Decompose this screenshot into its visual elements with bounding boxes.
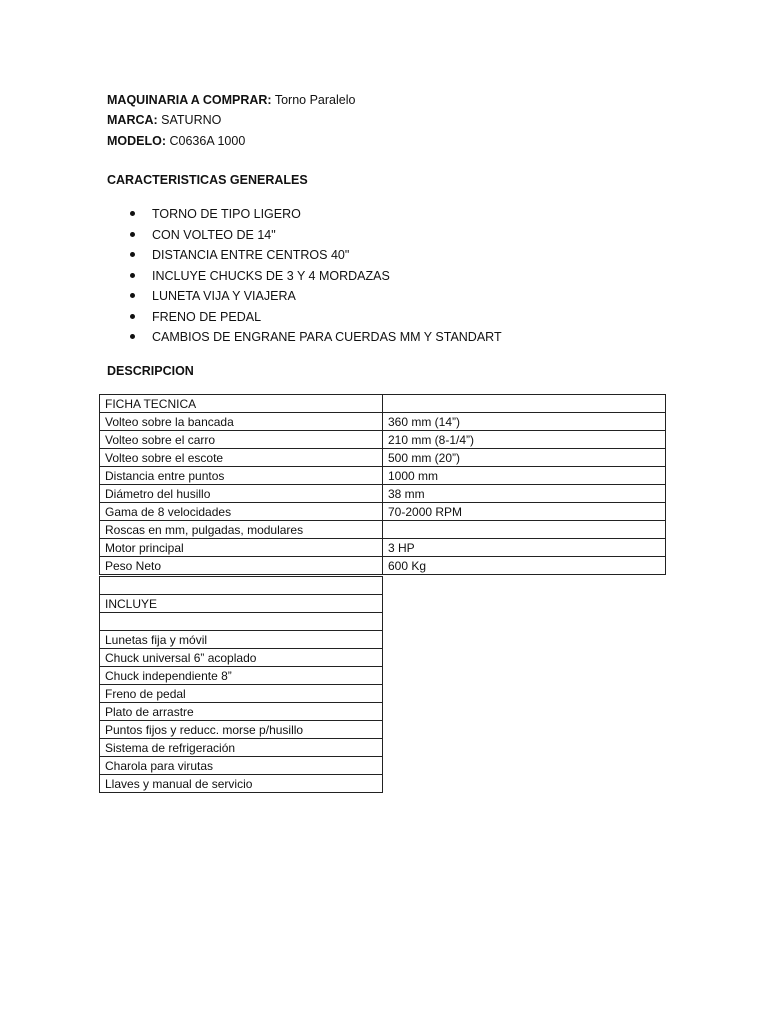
spec-label: Peso Neto — [100, 557, 383, 575]
maquinaria-line — [107, 92, 355, 108]
table-row — [100, 631, 383, 649]
spec-value: 70-2000 RPM — [383, 503, 666, 521]
table-row — [100, 721, 383, 739]
modelo-value: C0636A 1000 — [166, 134, 246, 148]
ficha-tecnica-header-value — [383, 395, 666, 413]
incluye-item: Chuck universal 6” acoplado — [100, 649, 383, 667]
table-row-empty — [100, 577, 383, 595]
spec-label: Distancia entre puntos — [100, 467, 383, 485]
bullet-text: FRENO DE PEDAL — [152, 309, 262, 324]
table-row — [100, 557, 666, 575]
bullet-icon — [130, 232, 135, 237]
table-row — [100, 775, 383, 793]
incluye-item: Llaves y manual de servicio — [100, 775, 383, 793]
spec-label: Volteo sobre la bancada — [100, 413, 383, 431]
table-row — [100, 649, 383, 667]
spec-label: Motor principal — [100, 539, 383, 557]
table-row — [100, 521, 666, 539]
table-row — [100, 539, 666, 557]
bullet-icon — [130, 273, 135, 278]
table-row — [100, 413, 666, 431]
table-row — [100, 703, 383, 721]
table-row — [100, 739, 383, 757]
bullet-text: INCLUYE CHUCKS DE 3 Y 4 MORDAZAS — [152, 268, 390, 283]
bullet-icon — [130, 334, 135, 339]
empty-cell — [100, 577, 383, 595]
incluye-item: Freno de pedal — [100, 685, 383, 703]
maquinaria-label: MAQUINARIA A COMPRAR: — [107, 93, 272, 107]
marca-label: MARCA: — [107, 113, 158, 127]
maquinaria-value: Torno Paralelo — [271, 93, 356, 107]
bullet-text: CON VOLTEO DE 14" — [152, 227, 276, 242]
ficha-tecnica-table — [99, 394, 666, 575]
table-row — [100, 667, 383, 685]
bullet-icon — [130, 293, 135, 298]
table-header-row — [100, 395, 666, 413]
bullet-text: DISTANCIA ENTRE CENTROS 40" — [152, 248, 350, 262]
marca-value: SATURNO — [157, 113, 222, 127]
spec-value: 38 mm — [383, 485, 666, 503]
table-row — [100, 431, 666, 449]
incluye-item: Charola para virutas — [100, 757, 383, 775]
table-row — [100, 485, 666, 503]
bullet-text: LUNETA VIJA Y VIAJERA — [152, 289, 296, 303]
bullet-text: TORNO DE TIPO LIGERO — [152, 207, 301, 221]
modelo-line — [107, 133, 245, 149]
table-header-row — [100, 595, 383, 613]
ficha-tecnica-header: FICHA TECNICA — [100, 395, 383, 413]
table-row-empty — [100, 613, 383, 631]
spec-value: 1000 mm — [383, 467, 666, 485]
incluye-item: Puntos fijos y reducc. morse p/husillo — [100, 721, 383, 739]
empty-cell — [100, 613, 383, 631]
incluye-item: Chuck independiente 8” — [100, 667, 383, 685]
spec-value: 360 mm (14”) — [383, 413, 666, 431]
incluye-table — [99, 576, 383, 793]
spec-value: 3 HP — [383, 539, 666, 557]
spec-label: Diámetro del husillo — [100, 485, 383, 503]
bullet-text: CAMBIOS DE ENGRANE PARA CUERDAS MM Y STANDART — [152, 330, 502, 344]
marca-line — [107, 112, 221, 128]
descripcion-heading: DESCRIPCION — [107, 364, 194, 378]
spec-label: Roscas en mm, pulgadas, modulares — [100, 521, 383, 539]
incluye-item: Lunetas fija y móvil — [100, 631, 383, 649]
table-row — [100, 467, 666, 485]
table-row — [100, 685, 383, 703]
spec-value: 500 mm (20”) — [383, 449, 666, 467]
modelo-label: MODELO: — [107, 134, 167, 148]
table-row — [100, 503, 666, 521]
bullet-icon — [130, 314, 135, 319]
caracteristicas-heading: CARACTERISTICAS GENERALES — [107, 173, 308, 187]
spec-label: Volteo sobre el carro — [100, 431, 383, 449]
bullet-icon — [130, 252, 135, 257]
incluye-header: INCLUYE — [100, 595, 383, 613]
table-row — [100, 449, 666, 467]
incluye-item: Plato de arrastre — [100, 703, 383, 721]
table-row — [100, 757, 383, 775]
spec-label: Gama de 8 velocidades — [100, 503, 383, 521]
incluye-item: Sistema de refrigeración — [100, 739, 383, 757]
spec-value: 600 Kg — [383, 557, 666, 575]
spec-label: Volteo sobre el escote — [100, 449, 383, 467]
spec-value: 210 mm (8-1/4”) — [383, 431, 666, 449]
spec-value — [383, 521, 666, 539]
bullet-icon — [130, 211, 135, 216]
